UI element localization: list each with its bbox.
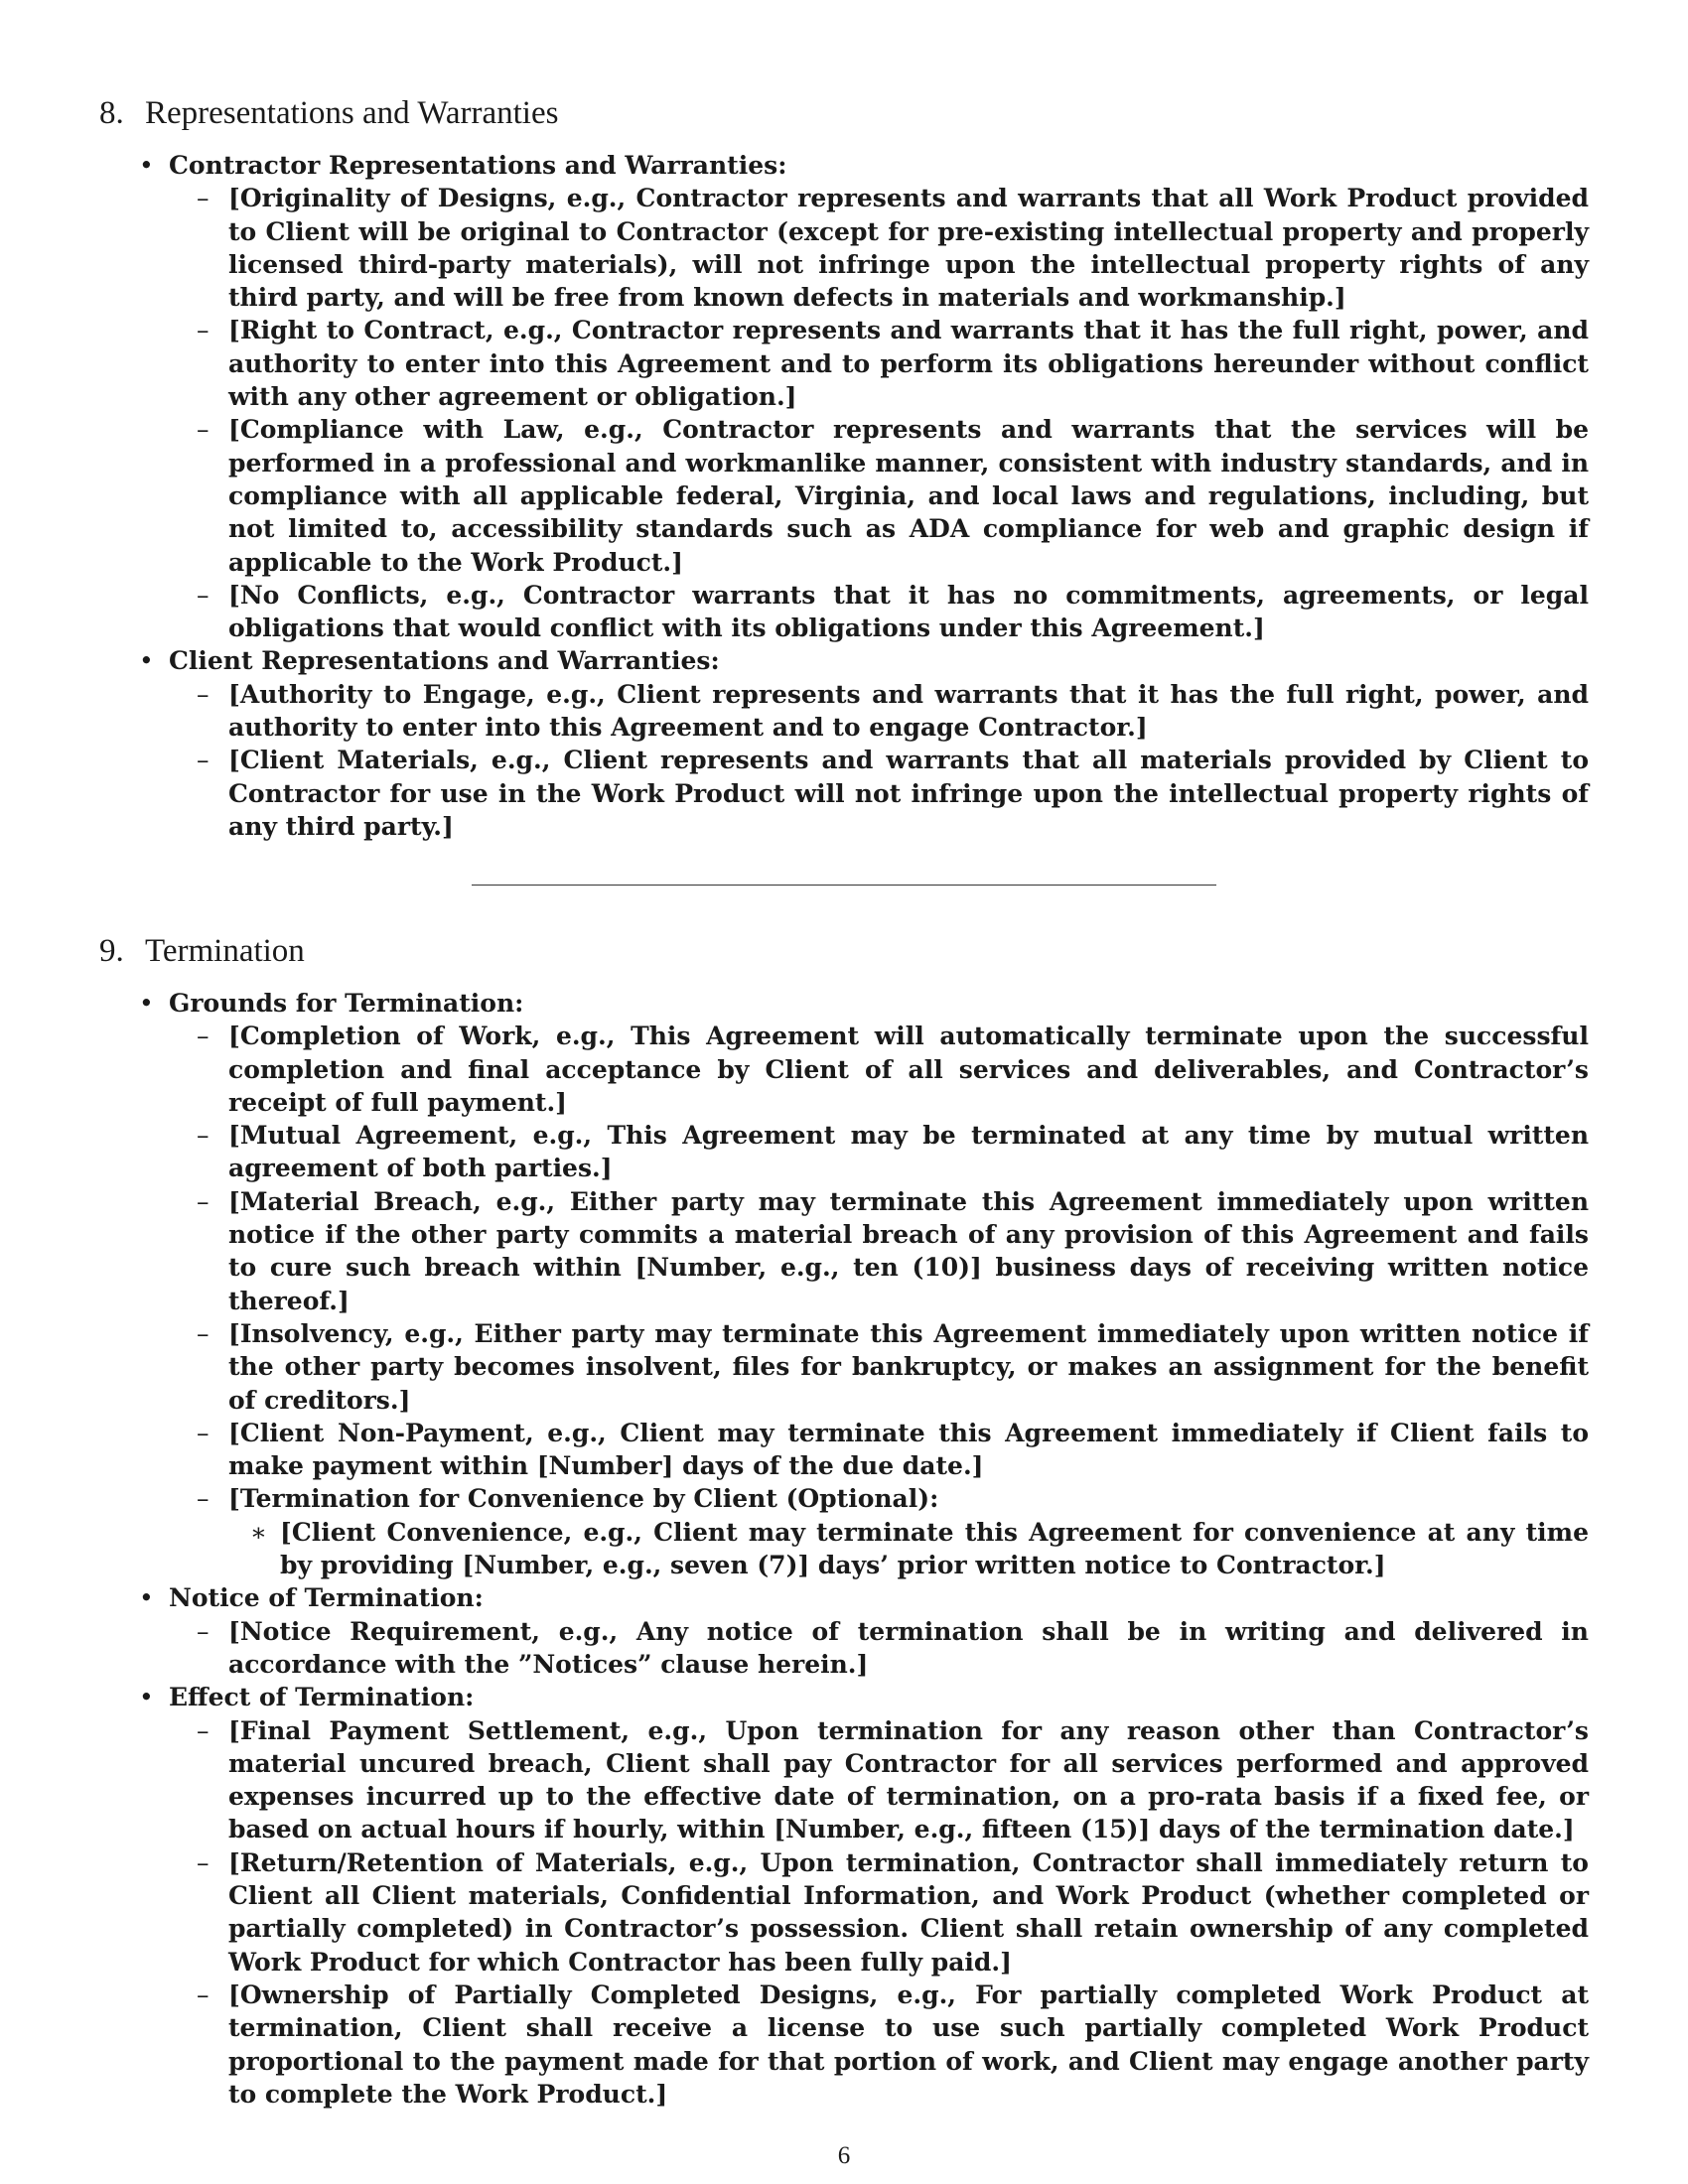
list-item: – [Material Breach, e.g., Either party may terminate this Agreement immediately upon written notice if the other party commits a material breach of any provision of this Agreement and fails to cure such breach within [Number, e.g., ten (10)] business days of receiving written notice thereof.] — [228, 1185, 1589, 1317]
grounds-group — [169, 987, 1589, 1581]
notice-group — [169, 1581, 1589, 1681]
client-warranties-group — [169, 644, 1589, 843]
list-item: – [Insolvency, e.g., Either party may terminate this Agreement immediately upon written notice if the other party becomes insolvent, files for bankruptcy, or makes an assignment for the benefit of creditors.] — [228, 1317, 1589, 1417]
section-9-number: 9. — [99, 933, 124, 969]
group-label: Effect of Termination: — [169, 1683, 475, 1712]
section-8-list — [99, 149, 1589, 843]
contractor-warranties-items — [169, 182, 1589, 644]
section-divider — [472, 885, 1216, 886]
group-label: Grounds for Termination: — [169, 989, 524, 1018]
list-item: – [No Conflicts, e.g., Contractor warrants that it has no commitments, agreements, or legal obligations that would conflict with its obligations under this Agreement.] — [228, 579, 1589, 645]
client-warranties-items — [169, 678, 1589, 843]
list-item: – [Notice Requirement, e.g., Any notice of termination shall be in writing and delivered in accordance with the ”Notices” clause herein.] — [228, 1615, 1589, 1682]
effect-items — [169, 1714, 1589, 2112]
group-label: Contractor Representations and Warranties: — [169, 151, 787, 180]
list-item: – [Client Materials, e.g., Client represents and warrants that all materials provided by Client to Contractor for use in the Work Product will not infringe upon the intellectual property rights of any third party.] — [228, 744, 1589, 843]
group-label: Notice of Termination: — [169, 1583, 484, 1613]
section-8 — [99, 91, 1589, 843]
convenience-subitems — [228, 1516, 1589, 1582]
convenience-label: [Termination for Convenience by Client (Optional): — [228, 1484, 939, 1514]
section-8-number: 8. — [99, 95, 124, 131]
list-item: – [Completion of Work, e.g., This Agreement will automatically terminate upon the successful completion and final acceptance by Client of all services and deliverables, and Contractor’s receipt of full payment.] — [228, 1020, 1589, 1119]
list-item: – [Return/Retention of Materials, e.g., Upon termination, Contractor shall immediately return to Client all Client materials, Confidential Information, and Work Product (whether completed or partially completed) in Contractor’s possession. Client shall retain ownership of any completed Work Product for which Contractor has been fully paid.] — [228, 1846, 1589, 1979]
section-9-list — [99, 987, 1589, 2111]
list-item: – [Ownership of Partially Completed Designs, e.g., For partially completed Work Product at termination, Client shall receive a license to use such partially completed Work Product proportional to the payment made for that portion of work, and Client may engage another party to complete the Work Product.] — [228, 1979, 1589, 2111]
contractor-warranties-group — [169, 149, 1589, 644]
list-item: – [Mutual Agreement, e.g., This Agreement may be terminated at any time by mutual written agreement of both parties.] — [228, 1119, 1589, 1185]
group-label: Client Representations and Warranties: — [169, 646, 720, 676]
section-9-heading — [99, 929, 1589, 973]
list-item: – [Final Payment Settlement, e.g., Upon termination for any reason other than Contractor’s material uncured breach, Client shall pay Contractor for all services performed and approved expenses incurred up to the effective date of termination, on a pro-rata basis if a fixed fee, or based on actual hours if hourly, within [Number, e.g., fifteen (15)] days of the termination date.] — [228, 1714, 1589, 1846]
section-9 — [99, 929, 1589, 2111]
section-8-heading — [99, 91, 1589, 135]
list-item: – [Authority to Engage, e.g., Client represents and warrants that it has the full right, power, and authority to enter into this Agreement and to engage Contractor.] — [228, 678, 1589, 745]
effect-group — [169, 1681, 1589, 2111]
notice-items — [169, 1615, 1589, 1682]
list-item: – [Originality of Designs, e.g., Contractor represents and warrants that all Work Product provided to Client will be original to Contractor (except for pre-existing intellectual property and properly licensed third-party materials), will not infringe upon the intellectual property rights of any third party, and will be free from known defects in materials and workmanship.] — [228, 182, 1589, 314]
list-item: – [Client Non-Payment, e.g., Client may terminate this Agreement immediately if Client fails to make payment within [Number] days of the due date.] — [228, 1417, 1589, 1483]
convenience-item — [228, 1482, 1589, 1581]
list-item: – [Right to Contract, e.g., Contractor represents and warrants that it has the full right, power, and authority to enter into this Agreement and to perform its obligations hereunder without conflict with any other agreement or obligation.] — [228, 314, 1589, 413]
section-8-title: Representations and Warranties — [145, 95, 559, 131]
page-number: 6 — [837, 2142, 851, 2169]
grounds-items — [169, 1020, 1589, 1581]
section-9-title: Termination — [145, 933, 305, 969]
list-item: ∗ [Client Convenience, e.g., Client may terminate this Agreement for convenience at any time by providing [Number, e.g., seven (7)] days’ prior written notice to Contractor.] — [280, 1516, 1589, 1582]
list-item: – [Compliance with Law, e.g., Contractor represents and warrants that the services will be performed in a professional and workmanlike manner, consistent with industry standards, and in compliance with all applicable federal, Virginia, and local laws and regulations, including, but not limited to, accessibility standards such as ADA compliance for web and graphic design if applicable to the Work Product.] — [228, 413, 1589, 578]
